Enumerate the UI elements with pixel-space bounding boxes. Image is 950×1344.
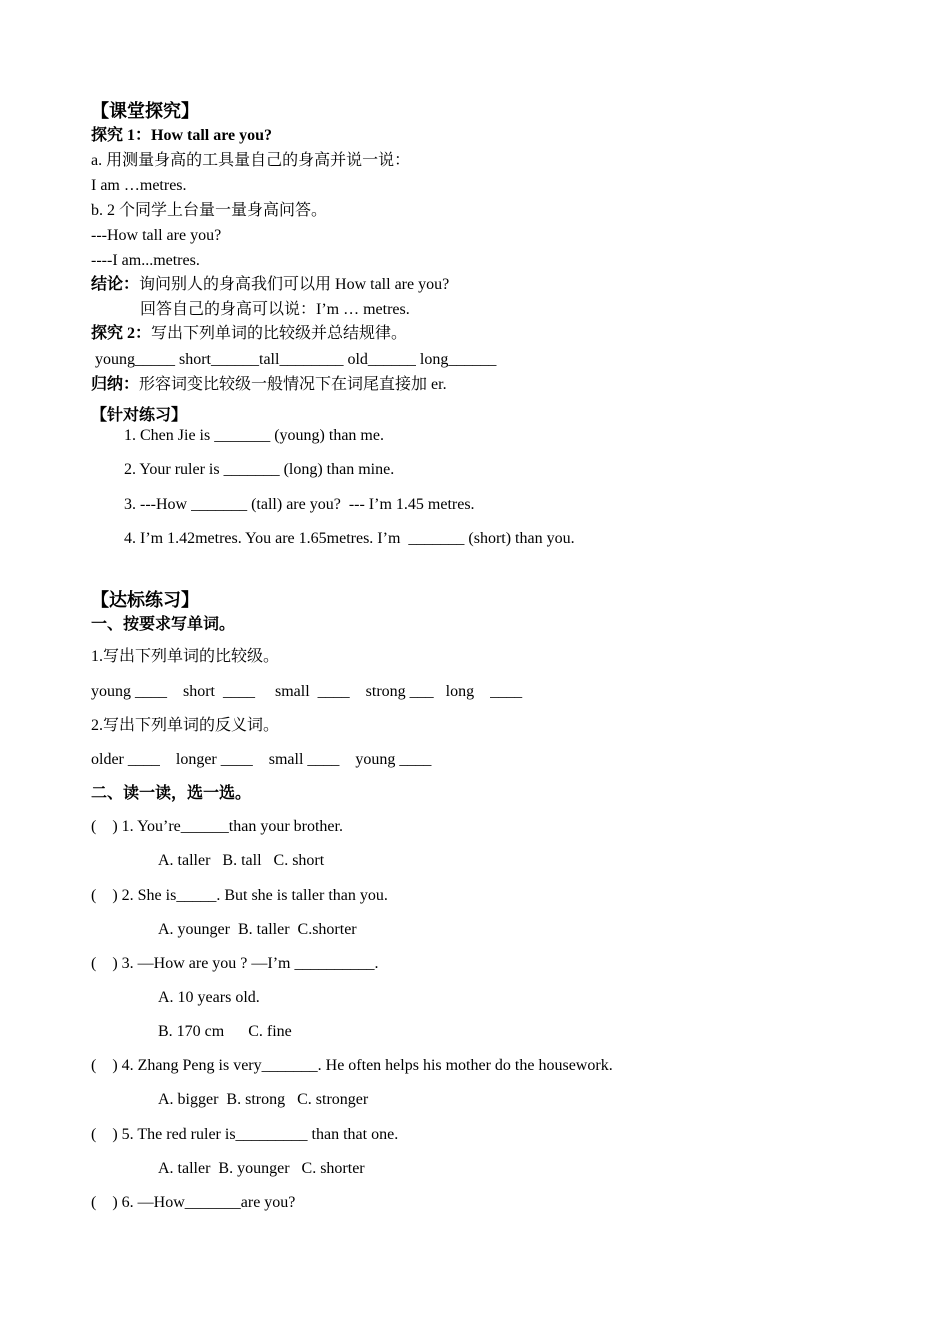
explore-1-question: ---How tall are you? xyxy=(91,227,222,244)
choice-question-3: ( ) 3. —How are you ? —I’m __________. xyxy=(91,955,379,972)
choice-question-3-options-bc: B. 170 cm C. fine xyxy=(158,1023,292,1040)
choice-question-5-options: A. taller B. younger C. shorter xyxy=(158,1160,365,1177)
conclusion-label: 结论： xyxy=(91,276,140,293)
choice-question-3-option-a: A. 10 years old. xyxy=(158,989,260,1006)
section-heading-standard: 【达标练习】 xyxy=(91,590,199,610)
explore-1-answer: ----I am...metres. xyxy=(91,252,200,269)
part-1-question-2: 2.写出下列单词的反义词。 xyxy=(91,717,280,734)
section-heading-practice: 【针对练习】 xyxy=(91,407,188,424)
part-1-question-1: 1.写出下列单词的比较级。 xyxy=(91,648,280,665)
choice-question-4: ( ) 4. Zhang Peng is very_______. He often helps his mother do the housework. xyxy=(91,1057,613,1074)
explore-2-text: 写出下列单词的比较级并总结规律。 xyxy=(151,325,408,342)
choice-question-2: ( ) 2. She is_____. But she is taller than you. xyxy=(91,887,388,904)
practice-item-4: 4. I’m 1.42metres. You are 1.65metres. I’m _______ (short) than you. xyxy=(124,530,575,547)
section-heading-explore: 【课堂探究】 xyxy=(91,101,199,121)
part-1-question-2-words: older ____ longer ____ small ____ young ____ xyxy=(91,751,432,768)
practice-item-3: 3. ---How _______ (tall) are you? --- I’m 1.45 metres. xyxy=(124,496,475,513)
part-1-title: 一、按要求写单词。 xyxy=(91,616,236,633)
conclusion-text-2: 回答自己的身高可以说：I’m … metres. xyxy=(140,301,410,318)
choice-question-4-options: A. bigger B. strong C. stronger xyxy=(158,1091,369,1108)
choice-question-1-options: A. taller B. tall C. short xyxy=(158,852,325,869)
choice-question-5: ( ) 5. The red ruler is_________ than that one. xyxy=(91,1126,399,1143)
explore-2-title xyxy=(91,326,407,342)
explore-2-words: young_____ short______tall________ old______ long______ xyxy=(91,351,497,368)
explore-1-step-a-answer: I am …metres. xyxy=(91,177,187,194)
conclusion-text-1: 询问别人的身高我们可以用 How tall are you? xyxy=(139,276,450,293)
choice-question-2-options: A. younger B. taller C.shorter xyxy=(158,921,357,938)
part-1-question-1-words: young ____ short ____ small ____ strong ___ long ____ xyxy=(91,683,523,700)
explore-2-label: 探究 2： xyxy=(91,325,152,342)
summary-label: 归纳： xyxy=(91,376,140,393)
practice-item-2: 2. Your ruler is _______ (long) than mine. xyxy=(124,461,395,478)
explore-2-summary xyxy=(91,377,447,393)
explore-1-title: 探究 1：How tall are you? xyxy=(91,127,273,144)
summary-text: 形容词变比较级一般情况下在词尾直接加 er. xyxy=(139,376,447,393)
explore-1-conclusion xyxy=(91,277,449,293)
part-2-title: 二、读一读，选一选。 xyxy=(91,785,252,802)
choice-question-1: ( ) 1. You’re______than your brother. xyxy=(91,818,343,835)
explore-1-step-a: a. 用测量身高的工具量自己的身高并说一说： xyxy=(91,152,411,169)
explore-1-step-b: b. 2 个同学上台量一量身高问答。 xyxy=(91,202,328,219)
practice-item-1: 1. Chen Jie is _______ (young) than me. xyxy=(124,427,384,444)
choice-question-6: ( ) 6. —How_______are you? xyxy=(91,1194,296,1211)
